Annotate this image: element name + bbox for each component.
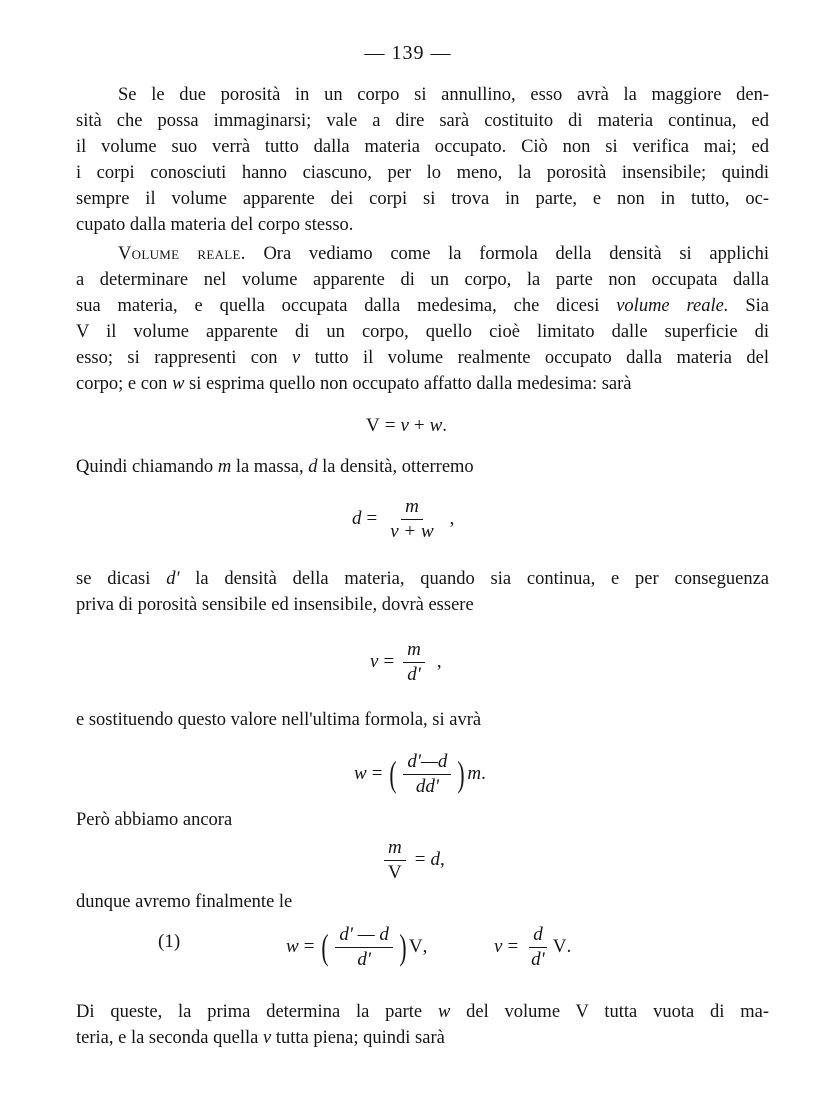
- text-line: cupato dalla materia del corpo stesso.: [76, 215, 354, 235]
- text-span: esso; si rappresenti con: [76, 348, 292, 368]
- fraction: [403, 752, 451, 797]
- math-operator: =: [383, 651, 395, 673]
- math-variable: d': [166, 569, 180, 589]
- fraction: [384, 838, 406, 883]
- text-span: sua materia, e quella occupata dalla medesima, che dicesi: [76, 296, 617, 316]
- fraction-denominator: v + w: [390, 520, 434, 542]
- equation-label: [158, 931, 180, 953]
- fraction-denominator: d': [357, 948, 371, 970]
- fraction: [403, 640, 425, 685]
- punctuation: .: [566, 936, 572, 958]
- fraction-numerator: m: [403, 640, 425, 663]
- punctuation: .: [481, 763, 486, 785]
- text-line: Però abbiamo ancora: [76, 810, 233, 830]
- math-variable: v: [370, 651, 379, 673]
- math-variable: w: [354, 763, 367, 785]
- text-line: [76, 294, 769, 318]
- fraction-numerator: m: [401, 497, 423, 520]
- fraction-denominator: d': [407, 663, 421, 685]
- text-span: tutto il volume realmente occupato dalla materia del: [300, 348, 769, 368]
- text-line: [76, 455, 769, 479]
- math-variable: m: [467, 763, 482, 785]
- math-symbol: V: [408, 936, 423, 958]
- text-line: [76, 1026, 769, 1050]
- punctuation: ,: [449, 508, 455, 530]
- text-span: la densità della materia, quando sia continua, e per conseguenza: [179, 569, 769, 589]
- text-line: i corpi conosciuti hanno ciascuno, per lo meno, la porosità insensibile; quindi: [76, 163, 769, 183]
- text-line: il volume suo verrà tutto dalla materia occupato. Ciò non si verifica mai; ed: [76, 137, 769, 157]
- fraction-denominator: V: [388, 861, 402, 883]
- equation-mass-over-volume: [380, 838, 445, 883]
- math-variable: v: [494, 936, 503, 958]
- fraction: [386, 497, 437, 542]
- math-variable: m: [217, 457, 232, 477]
- text-span: corpo; e con: [76, 374, 173, 394]
- math-operator: =: [303, 936, 315, 958]
- fraction: [527, 925, 549, 970]
- right-paren: ): [457, 754, 465, 795]
- left-paren: (: [321, 927, 330, 968]
- equation-final-v: [494, 925, 571, 970]
- fraction-numerator: d' — d: [335, 925, 392, 948]
- math-operator: =: [371, 763, 383, 785]
- math-operator: =: [414, 849, 426, 871]
- equation-number: (1): [158, 931, 181, 952]
- equation-volume-sum: [366, 415, 447, 437]
- text-line: [76, 346, 769, 370]
- math-operator: +: [413, 415, 425, 436]
- text-span: la massa,: [231, 457, 309, 477]
- punctuation: .: [442, 415, 448, 436]
- text-span: se dicasi: [76, 569, 167, 589]
- text-span: la densità, otterremo: [317, 457, 474, 477]
- text-line: a determinare nel volume apparente di un corpo, la parte non occupata dalla: [76, 270, 769, 290]
- text-span: Ora vediamo come la formola della densità si applichi: [245, 244, 769, 264]
- text-span: Quindi chiamando: [76, 457, 218, 477]
- math-variable: d: [308, 457, 318, 477]
- section-heading: Volume reale.: [118, 244, 246, 264]
- text-line: e sostituendo questo valore nell'ultima formola, si avrà: [76, 710, 482, 730]
- math-variable: v: [262, 1028, 272, 1048]
- fraction-numerator: m: [384, 838, 406, 861]
- right-paren: ): [399, 927, 407, 968]
- math-variable: d: [352, 508, 362, 530]
- fraction-denominator: d': [531, 948, 545, 970]
- math-variable: v: [400, 415, 409, 436]
- punctuation: ,: [439, 849, 445, 871]
- fraction-numerator: d: [529, 925, 547, 948]
- page-number: — 139 —: [364, 42, 452, 64]
- text-span: tutta piena; quindi sarà: [271, 1028, 445, 1048]
- math-variable: d: [430, 849, 440, 871]
- math-variable: w: [172, 374, 185, 394]
- equation-final-w: [286, 925, 427, 970]
- text-line: [76, 567, 769, 591]
- left-paren: (: [389, 754, 398, 795]
- math-symbol: V: [552, 936, 567, 958]
- text-line: Se le due porosità in un corpo si annullino, esso avrà la maggiore den-: [118, 85, 769, 105]
- math-symbol: V: [366, 415, 380, 436]
- math-variable: w: [437, 1002, 451, 1022]
- text-line: sità che possa immaginarsi; vale a dire sarà costituito di materia continua, ed: [76, 111, 769, 131]
- math-operator: =: [366, 508, 378, 530]
- punctuation: ,: [436, 651, 442, 673]
- text-line: V il volume apparente di un corpo, quello cioè limitato dalle superficie di: [76, 322, 769, 342]
- defined-term: volume reale.: [616, 296, 729, 316]
- fraction-numerator: d'—d: [403, 752, 451, 775]
- text-line: [76, 372, 769, 396]
- text-line: priva di porosità sensibile ed insensibile, dovrà essere: [76, 595, 474, 615]
- text-line: [118, 242, 769, 266]
- math-operator: =: [384, 415, 396, 436]
- fraction-denominator: dd': [415, 775, 439, 797]
- text-span: si esprima quello non occupato affatto dalla medesima: sarà: [184, 374, 632, 394]
- equation-real-volume: [370, 640, 442, 685]
- math-operator: =: [507, 936, 519, 958]
- fraction: [335, 925, 392, 970]
- equation-density: [352, 497, 454, 542]
- math-variable: w: [286, 936, 299, 958]
- math-variable: v: [291, 348, 301, 368]
- text-line: sempre il volume apparente dei corpi si trova in parte, e non in tutto, oc-: [76, 189, 769, 209]
- text-span: Sia: [728, 296, 770, 316]
- equation-empty-volume: [354, 752, 486, 797]
- text-line: [76, 1000, 769, 1024]
- punctuation: ,: [422, 936, 428, 958]
- math-variable: w: [429, 415, 443, 436]
- text-line: dunque avremo finalmente le: [76, 892, 293, 912]
- text-span: del volume V tutta vuota di ma-: [450, 1002, 769, 1022]
- text-span: teria, e la seconda quella: [76, 1028, 263, 1048]
- text-span: Di queste, la prima determina la parte: [76, 1002, 438, 1022]
